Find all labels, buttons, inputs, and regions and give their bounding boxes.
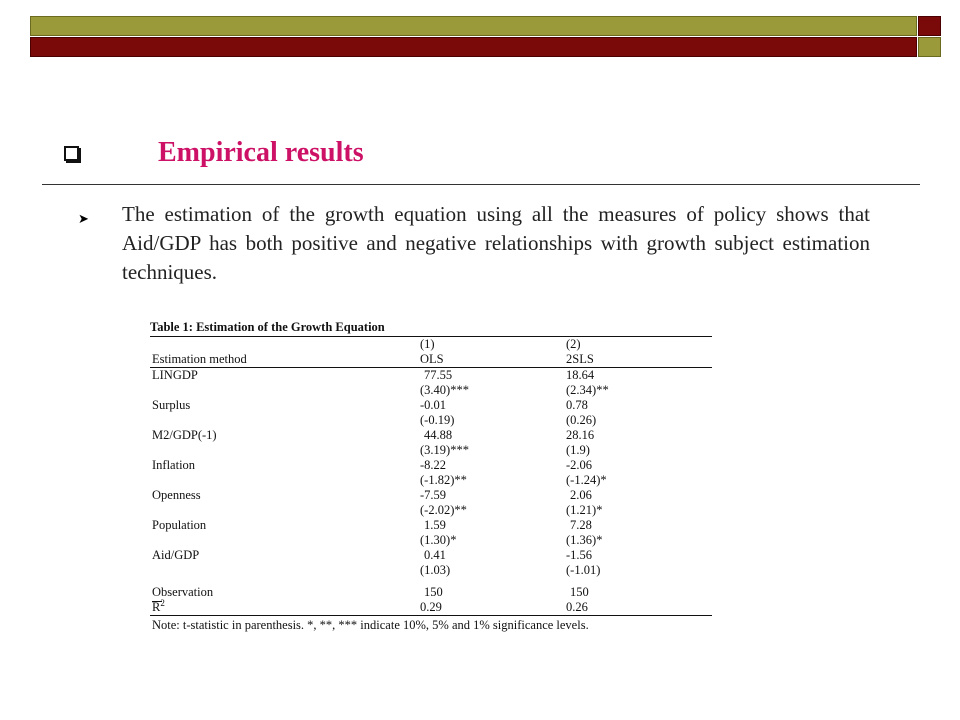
coefficient-1: -0.01 [420, 398, 447, 412]
blank-cell [150, 337, 420, 352]
observation-1: 150 [424, 585, 443, 599]
blank-cell [150, 473, 420, 488]
col-number-2: (2) [566, 337, 581, 351]
blank-cell [150, 413, 420, 428]
top-bar-maroon [30, 37, 917, 57]
r2-label: $R^2$ [152, 597, 165, 614]
coefficient-rows [150, 368, 712, 578]
table-row [150, 368, 712, 383]
arrow-bullet-icon: ➤ [78, 212, 89, 227]
table-row [150, 458, 712, 473]
tstat-1: (-0.19) [420, 413, 455, 427]
variable-label: Inflation [152, 458, 196, 472]
variable-label: LINGDP [152, 368, 198, 382]
table-row-tstat [150, 473, 712, 488]
r2-label-text: R [152, 600, 161, 614]
tstat-1: (3.19)*** [420, 443, 469, 457]
variable-label: Surplus [152, 398, 191, 412]
coefficient-2: -2.06 [566, 458, 593, 472]
table-row-tstat [150, 503, 712, 518]
blank-cell [150, 503, 420, 518]
table-row-method [150, 352, 712, 368]
tstat-2: (1.21)* [566, 503, 603, 517]
table-row [150, 398, 712, 413]
table-note: Note: t-statistic in parenthesis. *, **, *** indicate 10%, 5% and 1% significance levels. [152, 618, 589, 632]
tstat-2: (1.9) [566, 443, 590, 457]
table-row [150, 518, 712, 533]
table-row-tstat [150, 383, 712, 398]
method-2: 2SLS [566, 352, 594, 366]
coefficient-1: 0.41 [424, 548, 446, 562]
coefficient-2: 18.64 [566, 368, 595, 382]
blank-cell [150, 383, 420, 398]
tstat-2: (2.34)** [566, 383, 609, 397]
variable-label: Aid/GDP [152, 548, 200, 562]
tstat-2: (-1.24)* [566, 473, 607, 487]
coefficient-1: 44.88 [424, 428, 453, 442]
table-row-observation [150, 585, 712, 600]
r2-label-cell [150, 597, 420, 615]
slide-heading: Empirical results [158, 137, 364, 168]
r2-1: 0.29 [420, 600, 442, 614]
table-row-tstat [150, 533, 712, 548]
blank-cell [150, 533, 420, 548]
table-title: Table 1: Estimation of the Growth Equation [150, 318, 712, 337]
coefficient-1: -8.22 [420, 458, 447, 472]
table-spacer [150, 578, 712, 585]
tstat-1: (3.40)*** [420, 383, 469, 397]
table-row [150, 488, 712, 503]
table-row-tstat [150, 563, 712, 578]
variable-label: M2/GDP(-1) [152, 428, 217, 442]
tstat-1: (-2.02)** [420, 503, 467, 517]
r2-2: 0.26 [566, 600, 588, 614]
coefficient-2: 28.16 [566, 428, 595, 442]
tstat-2: (0.26) [566, 413, 597, 427]
coefficient-1: 1.59 [424, 518, 446, 532]
variable-label: Openness [152, 488, 201, 502]
tstat-1: (1.03) [420, 563, 451, 577]
coefficient-2: 0.78 [566, 398, 588, 412]
tstat-1: (1.30)* [420, 533, 457, 547]
tstat-2: (-1.01) [566, 563, 601, 577]
corner-square-olive [918, 37, 941, 57]
coefficient-2: 7.28 [570, 518, 592, 532]
blank-cell [150, 563, 420, 578]
table-row [150, 428, 712, 443]
coefficient-2: -1.56 [566, 548, 593, 562]
heading-divider [42, 184, 920, 185]
table-row-r2 [150, 597, 712, 616]
coefficient-2: 2.06 [570, 488, 592, 502]
top-bar-olive [30, 16, 917, 36]
table-row [150, 548, 712, 563]
corner-square-maroon [918, 16, 941, 36]
table-row-col-numbers [150, 337, 712, 352]
bullet-text: The estimation of the growth equation using all the measures of policy shows that Aid/GDP has both positive and negative relationships with growth subject estimation techniques. [122, 202, 870, 284]
blank-cell [150, 443, 420, 458]
observation-label: Observation [152, 585, 214, 599]
method-label: Estimation method [152, 352, 247, 366]
variable-label: Population [152, 518, 207, 532]
observation-2: 150 [570, 585, 589, 599]
method-1: OLS [420, 352, 444, 366]
col-number-1: (1) [420, 337, 435, 351]
square-bullet-icon [64, 146, 79, 161]
table-row-tstat [150, 443, 712, 458]
coefficient-1: -7.59 [420, 488, 447, 502]
tstat-1: (-1.82)** [420, 473, 467, 487]
results-table [150, 318, 712, 634]
tstat-2: (1.36)* [566, 533, 603, 547]
coefficient-1: 77.55 [424, 368, 453, 382]
table-row-tstat [150, 413, 712, 428]
